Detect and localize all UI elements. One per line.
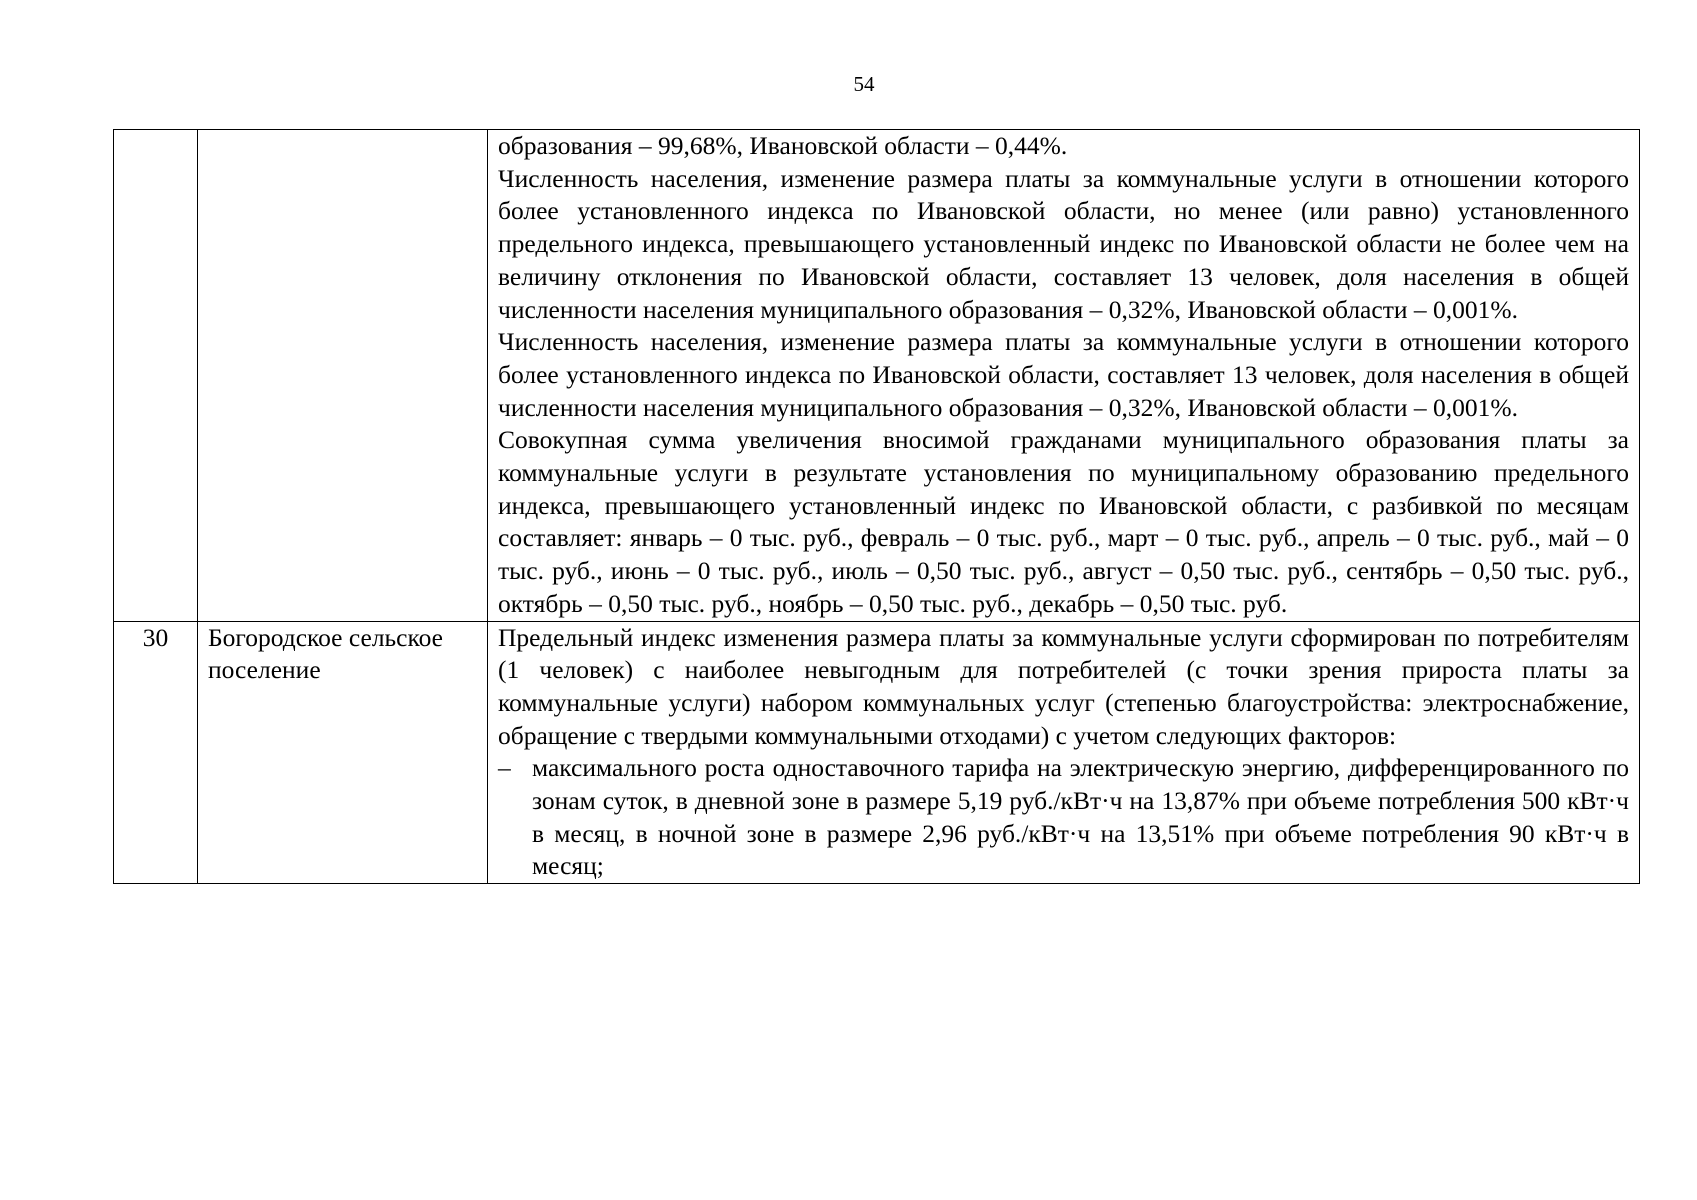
page-number: 54 (853, 72, 875, 96)
table-row (114, 621, 1640, 884)
description-cell (488, 621, 1640, 884)
list-item-text: максимального роста одноставочного тарифа на электрическую энергию, дифференцированного по зонам суток, в дневной зоне в размере 5,19 руб./кВт·ч на 13,87% при объеме потребления 500 кВт·ч в месяц, в ночной зоне в размере 2,96 руб./кВт·ч на 13,51% при объеме потребления 90 кВт·ч в месяц; (532, 753, 1629, 881)
paragraph: Численность населения, изменение размера платы за коммунальные услуги в отношении которого более установленного индекса по Ивановской области, но менее (или равно) установленного предельного индекса, превышающего установленный индекс по Ивановской области не более чем на величину отклонения по Ивановской области, составляет 13 человек, доля населения в общей численности населения муниципального образования – 0,32%, Ивановской области – 0,001%. (498, 163, 1629, 324)
municipality-name-cell: Богородское сельское поселение (198, 621, 488, 884)
list-marker: – (498, 753, 511, 783)
paragraph: Совокупная сумма увеличения вносимой гражданами муниципального образования платы за коммунальные услуги в результате установления по муниципальному образованию предельного индекса, превышающего установленный индекс по Ивановской области, с разбивкой по месяцам составляет: январь – 0 тыс. руб., февраль – 0 тыс. руб., март – 0 тыс. руб., апрель – 0 тыс. руб., май – 0 тыс. руб., июнь – 0 тыс. руб., июль – 0,50 тыс. руб., август – 0,50 тыс. руб., сентябрь – 0,50 тыс. руб., октябрь – 0,50 тыс. руб., ноябрь – 0,50 тыс. руб., декабрь – 0,50 тыс. руб. (498, 425, 1629, 618)
paragraph: Численность населения, изменение размера платы за коммунальные услуги в отношении которого более установленного индекса по Ивановской области, составляет 13 человек, доля населения в общей численности населения муниципального образования – 0,32%, Ивановской области – 0,001%. (498, 327, 1629, 422)
row-number-cell: 30 (114, 621, 198, 884)
paragraph: образования – 99,68%, Ивановской области – 0,44%. (498, 131, 1068, 160)
list-item (498, 752, 1629, 883)
description-cell (488, 130, 1640, 622)
paragraph: Предельный индекс изменения размера платы за коммунальные услуги сформирован по потребителям (1 человек) с наиболее невыгодным для потребителей (с точки зрения прироста платы за коммунальные услуги) набором коммунальных услуг (степенью благоустройства: электроснабжение, обращение с твердыми коммунальными отходами) с учетом следующих факторов: (498, 622, 1629, 750)
table-row (114, 130, 1640, 622)
municipality-name-cell (198, 130, 488, 622)
row-number-cell (114, 130, 198, 622)
document-table (113, 129, 1640, 884)
